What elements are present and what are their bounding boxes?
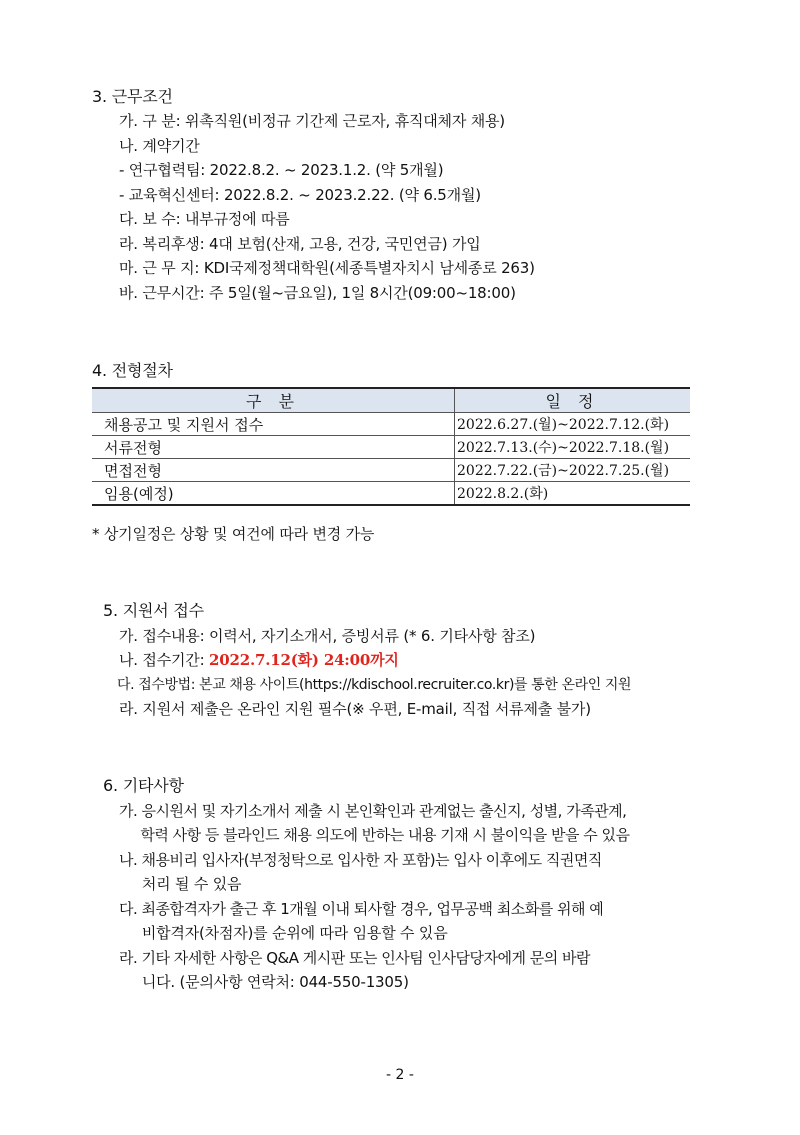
section3-item: - 교육혁신센터: 2022.8.2. ~ 2023.2.22. (약 6.5개월) [119, 186, 481, 204]
page-number: - 2 - [386, 1067, 414, 1083]
section5-item: 다. 접수방법: 본교 채용 사이트(https://kdischool.recruiter.co.kr)를 통한 온라인 지원 [117, 677, 632, 693]
section6-line: 학력 사항 등 블라인드 채용 의도에 반하는 내용 기재 시 불이익을 받을 수 있음 [119, 826, 630, 844]
section5-item: 라. 지원서 제출은 온라인 지원 필수(※ 우편, E-mail, 직접 서류제출 불가) [119, 700, 591, 718]
deadline-label: 나. 접수기간: [119, 651, 210, 669]
date-cell: 2022.7.13.(수)~2022.7.18.(월) [455, 436, 691, 459]
section6-line: 라. 기타 자세한 사항은 Q&A 게시판 또는 인사팀 인사담당자에게 문의 바람 [119, 949, 590, 967]
section5-heading: 5. 지원서 접수 [103, 601, 204, 620]
column-header-date: 일 정 [455, 388, 691, 413]
section3-heading: 3. 근무조건 [92, 87, 173, 106]
step-cell: 임용(예정) [92, 482, 455, 506]
schedule-note: * 상기일정은 상황 및 여건에 따라 변경 가능 [92, 525, 375, 543]
section5-item [119, 650, 399, 670]
section3-item: 마. 근 무 지: KDI국제정책대학원(세종특별자치시 남세종로 263) [119, 259, 535, 277]
section6-line: 비합격자(차점자)를 순위에 따라 임용할 수 있음 [119, 924, 448, 942]
step-cell: 서류전형 [92, 436, 455, 459]
section3-item: 나. 계약기간 [119, 137, 200, 155]
section3-item: 바. 근무시간: 주 5일(월~금요일), 1일 8시간(09:00~18:00) [119, 284, 516, 302]
deadline-value: 2022.7.12(화) 24:00까지 [209, 651, 399, 669]
schedule-table [92, 387, 690, 506]
step-cell: 채용공고 및 지원서 접수 [92, 413, 455, 436]
section3-item: 다. 보 수: 내부규정에 따름 [119, 210, 290, 228]
step-cell: 면접전형 [92, 459, 455, 482]
section4-heading: 4. 전형절차 [92, 361, 173, 380]
section6-line: 다. 최종합격자가 출근 후 1개월 이내 퇴사할 경우, 업무공백 최소화를 위해 예 [119, 900, 604, 918]
section5-item: 가. 접수내용: 이력서, 자기소개서, 증빙서류 (* 6. 기타사항 참조) [119, 627, 536, 645]
section6-line: 처리 될 수 있음 [119, 875, 242, 893]
section3-item: 가. 구 분: 위촉직원(비정규 기간제 근로자, 휴직대체자 채용) [119, 112, 505, 130]
section6-line: 가. 응시원서 및 자기소개서 제출 시 본인확인과 관계없는 출신지, 성별, 가족관계, [119, 802, 627, 820]
table-row [92, 482, 690, 506]
section6-heading: 6. 기타사항 [103, 776, 184, 795]
date-cell: 2022.6.27.(월)~2022.7.12.(화) [455, 413, 691, 436]
table-row [92, 436, 690, 459]
column-header-step: 구 분 [92, 388, 455, 413]
table-row [92, 413, 690, 436]
date-cell: 2022.8.2.(화) [455, 482, 691, 506]
table-header-row [92, 388, 690, 413]
table-row [92, 459, 690, 482]
date-cell: 2022.7.22.(금)~2022.7.25.(월) [455, 459, 691, 482]
section3-item: 라. 복리후생: 4대 보험(산재, 고용, 건강, 국민연금) 가입 [119, 235, 481, 253]
section6-line: 나. 채용비리 입사자(부정청탁으로 입사한 자 포함)는 입사 이후에도 직권면직 [119, 851, 602, 869]
section3-item: - 연구협력팀: 2022.8.2. ~ 2023.1.2. (약 5개월) [119, 161, 444, 179]
section6-line: 니다. (문의사항 연락처: 044-550-1305) [119, 973, 409, 991]
